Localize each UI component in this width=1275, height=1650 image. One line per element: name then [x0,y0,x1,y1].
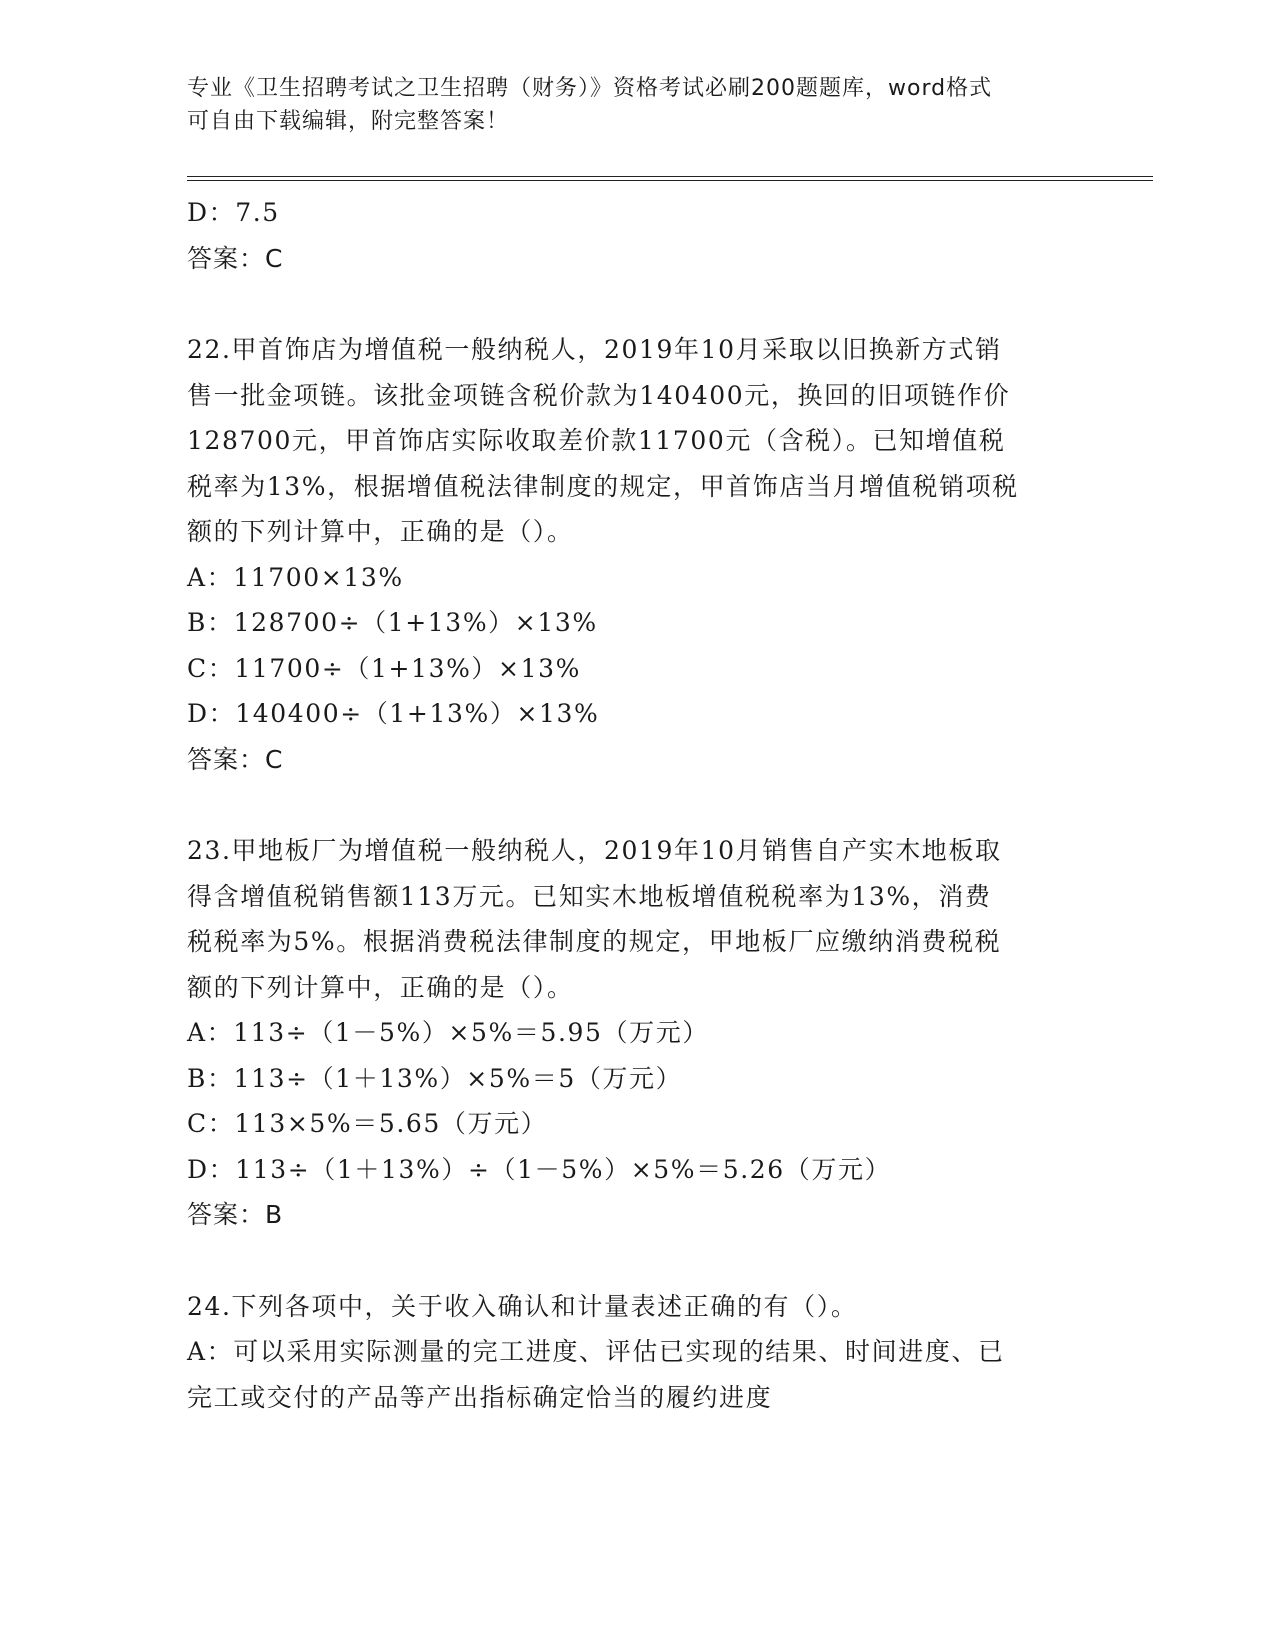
option-d: D：113÷（1＋13%）÷（1－5%）×5%＝5.26（万元） [187,1154,892,1184]
question-stem-line: 24.下列各项中，关于收入确认和计量表述正确的有（）。 [187,1291,858,1321]
option-a: A：11700×13% [187,562,404,592]
answer: 答案：C [187,744,284,774]
option-c: C：11700÷（1+13%）×13% [187,653,581,683]
question-22 [187,327,1087,782]
option-c: C：113×5%＝5.65（万元） [187,1109,548,1138]
page-header [187,72,1087,138]
question-stem-line: 23.甲地板厂为增值税一般纳税人，2019年10月销售自产实木地板取 [187,836,1002,865]
question-23 [187,828,1087,1238]
answer-carryover: 答案：C [187,243,284,273]
question-stem-line: 得含增值税销售额113万元。已知实木地板增值税税率为13%，消费 [187,881,992,911]
option-a-continued: 完工或交付的产品等产出指标确定恰当的履约进度 [187,1382,773,1412]
header-line-1: 专业《卫生招聘考试之卫生招聘（财务）》资格考试必刷200题题库，word格式 [187,76,993,101]
question-stem-line: 128700元，甲首饰店实际收取差价款11700元（含税）。已知增值税 [187,426,1006,455]
option-b: B：128700÷（1+13%）×13% [187,608,598,637]
header-divider [187,176,1153,181]
option-d: D：140400÷（1+13%）×13% [187,699,600,728]
question-stem-line: 税税率为5%。根据消费税法律制度的规定，甲地板厂应缴纳消费税税 [187,927,1002,956]
answer: 答案：B [187,1200,284,1229]
question-stem-line: 22.甲首饰店为增值税一般纳税人，2019年10月采取以旧换新方式销 [187,335,1002,364]
option-a: A：113÷（1－5%）×5%＝5.95（万元） [187,1018,709,1047]
question-24 [187,1284,1087,1421]
question-stem-line: 额的下列计算中，正确的是（）。 [187,972,574,1002]
option-a: A：可以采用实际测量的完工进度、评估已实现的结果、时间进度、已 [187,1337,1005,1366]
question-stem-line: 额的下列计算中，正确的是（）。 [187,517,574,546]
document-body [187,190,1087,1420]
header-line-2: 可自由下载编辑，附完整答案！ [187,109,510,134]
question-stem-line: 税率为13%，根据增值税法律制度的规定，甲首饰店当月增值税销项税 [187,471,1019,501]
option-b: B：113÷（1＋13%）×5%＝5（万元） [187,1063,683,1093]
option-d-carryover: D：7.5 [187,198,280,227]
question-stem-line: 售一批金项链。该批金项链含税价款为140400元，换回的旧项链作价 [187,380,1011,410]
